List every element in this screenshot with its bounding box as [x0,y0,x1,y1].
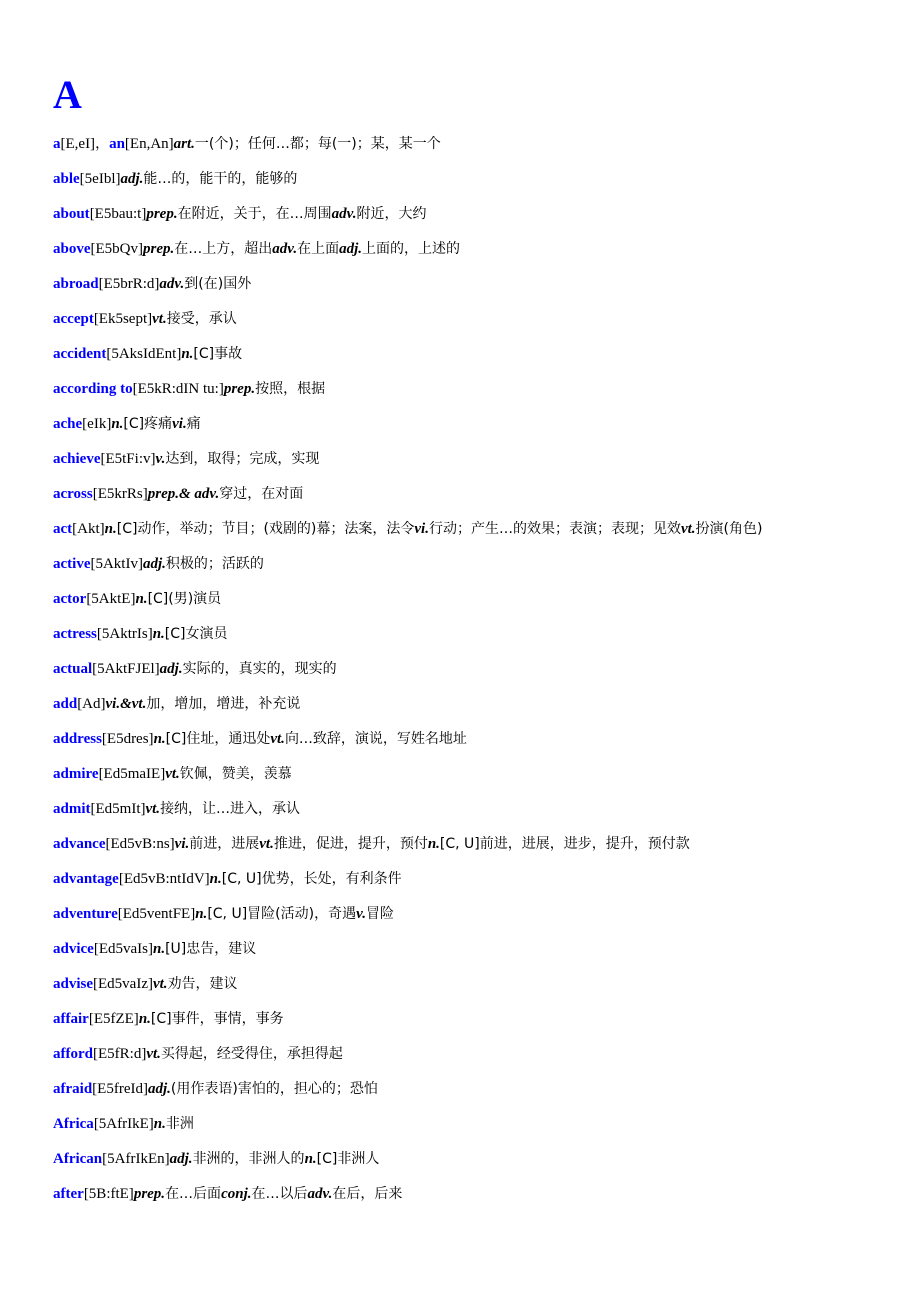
dictionary-entry [53,511,888,546]
pronunciation: [5AktIv] [90,556,143,572]
pronunciation: [Ed5vB:ntIdV] [118,871,210,887]
definition: 能…的，能干的，能够的 [143,171,298,187]
headword: add [53,696,78,712]
entry-list [53,126,888,1211]
definition: 扮演(角色) [695,521,763,537]
definition: [C]事故 [193,346,243,362]
definition: [C]女演员 [164,626,228,642]
definition: [C]动作，举动；节目；(戏剧的)幕；法案，法令 [116,521,415,537]
dictionary-entry [53,1106,888,1141]
dictionary-entry [53,1036,888,1071]
dictionary-entry [53,616,888,651]
headword: act [53,521,73,537]
part-of-speech: adj. [169,1151,193,1167]
definition: 在附近，关于，在…周围 [177,206,332,222]
pronunciation: [5AfrIkE] [93,1116,154,1132]
definition: [C]事件，事情，事务 [150,1011,284,1027]
headword: affair [53,1011,89,1027]
headword: able [53,171,80,187]
part-of-speech: adj. [142,556,166,572]
part-of-speech: n. [104,521,117,537]
definition: 在…以后 [251,1186,308,1202]
definition: 行动；产生…的效果；表演；表现；见效 [428,521,681,537]
dictionary-page [53,72,888,1211]
headword: African [53,1151,103,1167]
definition: 在…上方，超出 [174,241,273,257]
pronunciation: [Ed5mIt] [90,801,146,817]
pronunciation: [E5fR:d] [93,1046,147,1062]
part-of-speech: adv. [307,1186,333,1202]
headword: advice [53,941,94,957]
dictionary-entry [53,721,888,756]
part-of-speech: v. [356,906,366,922]
dictionary-entry [53,371,888,406]
definition: 接纳，让…进入，承认 [160,801,301,817]
pronunciation: [5AfrIkEn] [102,1151,170,1167]
definition: [C, U]冒险(活动)，奇遇 [207,906,357,922]
definition: [U]忠告，建议 [165,941,257,957]
part-of-speech: vi.&vt. [105,696,147,712]
dictionary-entry [53,1001,888,1036]
part-of-speech: vi. [172,416,187,432]
definition: 上面的，上述的 [362,241,461,257]
pronunciation: [5AktE] [86,591,136,607]
pronunciation: [Ed5vB:ns] [105,836,175,852]
headword: a [53,136,61,152]
definition: [C]疼痛 [123,416,173,432]
definition: 冒险 [365,906,394,922]
dictionary-entry [53,476,888,511]
headword: abroad [53,276,99,292]
dictionary-entry [53,441,888,476]
pronunciation: [E5brR:d] [98,276,160,292]
pronunciation: [5AktFJEl] [92,661,160,677]
part-of-speech: n. [427,836,440,852]
dictionary-entry [53,651,888,686]
part-of-speech: adv. [331,206,357,222]
definition: 附近，大约 [356,206,427,222]
dictionary-entry [53,266,888,301]
part-of-speech: n. [181,346,194,362]
pronunciation: [En,An] [124,136,174,152]
part-of-speech: prep. [146,206,178,222]
headword: admit [53,801,91,817]
pronunciation: [E5fZE] [88,1011,139,1027]
part-of-speech: vi. [414,521,429,537]
dictionary-entry [53,301,888,336]
part-of-speech: n. [153,731,166,747]
part-of-speech: vt. [259,836,274,852]
dictionary-entry [53,791,888,826]
headword: accept [53,311,94,327]
headword: admire [53,766,99,782]
definition: 在后，后来 [332,1186,403,1202]
definition: 非洲的，非洲人的 [192,1151,305,1167]
dictionary-entry [53,1176,888,1211]
part-of-speech: adj. [159,661,183,677]
definition: 前进，进展 [189,836,260,852]
definition: 推进，促进，提升，预付 [273,836,428,852]
headword: after [53,1186,84,1202]
part-of-speech: prep. [143,241,175,257]
part-of-speech: prep.& adv. [147,486,220,502]
pronunciation: [eIk] [82,416,112,432]
headword: accident [53,346,107,362]
pronunciation: [Ed5vaIz] [93,976,153,992]
definition: 买得起，经受得住，承担得起 [160,1046,343,1062]
dictionary-entry [53,161,888,196]
pronunciation: [5AktrIs] [96,626,153,642]
headword: Africa [53,1116,94,1132]
headword: according to [53,381,133,397]
part-of-speech: vt. [152,311,167,327]
pronunciation: [Ed5ventFE] [117,906,196,922]
definition: 达到，取得；完成，实现 [165,451,320,467]
headword: achieve [53,451,101,467]
headword: across [53,486,93,502]
part-of-speech: v. [155,451,166,467]
definition: (用作表语)害怕的，担心的；恐怕 [170,1081,378,1097]
part-of-speech: n. [135,591,148,607]
part-of-speech: vt. [145,801,161,817]
part-of-speech: vi. [174,836,190,852]
definition: 一(个)；任何…都；每(一)；某，某一个 [194,136,441,152]
dictionary-entry [53,1141,888,1176]
part-of-speech: vt. [146,1046,161,1062]
dictionary-entry [53,1071,888,1106]
part-of-speech: n. [152,941,166,957]
part-of-speech: n. [153,1116,166,1132]
headword: about [53,206,90,222]
part-of-speech: adv. [272,241,298,257]
dictionary-entry [53,581,888,616]
definition: [C]非洲人 [316,1151,380,1167]
part-of-speech: vt. [680,521,696,537]
definition: 实际的，真实的，现实的 [182,661,337,677]
headword: advantage [53,871,119,887]
part-of-speech: prep. [223,381,256,397]
dictionary-entry [53,196,888,231]
part-of-speech: n. [138,1011,151,1027]
pronunciation: [E5bau:t] [89,206,147,222]
definition: 痛 [186,416,201,432]
part-of-speech: conj. [221,1186,252,1202]
definition: 到(在)国外 [184,276,252,292]
headword: actual [53,661,93,677]
definition: 积极的；活跃的 [165,556,264,572]
definition: 按照，根据 [255,381,326,397]
part-of-speech: adj. [120,171,144,187]
part-of-speech: adj. [147,1081,171,1097]
definition: 接受，承认 [166,311,237,327]
definition: [C, U]优势，长处，有利条件 [221,871,402,887]
part-of-speech: n. [195,906,208,922]
dictionary-entry [53,826,888,861]
pronunciation: [Ek5sept] [93,311,153,327]
definition: 穿过，在对面 [219,486,304,502]
dictionary-entry [53,231,888,266]
definition: 钦佩，赞美，羡慕 [179,766,292,782]
headword: afraid [53,1081,93,1097]
pronunciation: [Akt] [72,521,105,537]
definition: 在…后面 [165,1186,222,1202]
definition: 向…致辞，演说，写姓名地址 [284,731,467,747]
part-of-speech: n. [111,416,124,432]
part-of-speech: n. [304,1151,317,1167]
headword: above [53,241,91,257]
part-of-speech: art. [173,136,195,152]
pronunciation: [5eIbl] [79,171,121,187]
pronunciation: [E5tFi:v] [100,451,156,467]
headword: afford [53,1046,93,1062]
headword: actor [53,591,87,607]
pronunciation: [E5kR:dIN tu:] [132,381,224,397]
dictionary-entry [53,406,888,441]
dictionary-entry [53,966,888,1001]
section-letter: A [53,72,82,117]
definition: 在上面 [297,241,340,257]
pronunciation: [5B:ftE] [83,1186,134,1202]
part-of-speech: adj. [339,241,363,257]
definition: ， [95,136,110,152]
part-of-speech: vt. [270,731,285,747]
definition: [C]住址，通迅处 [165,731,271,747]
pronunciation: [Ed5maIE] [98,766,166,782]
pronunciation: [E5krRs] [92,486,148,502]
definition: 非洲 [165,1116,194,1132]
part-of-speech: vt. [165,766,180,782]
part-of-speech: n. [152,626,165,642]
pronunciation: [Ed5vaIs] [93,941,153,957]
dictionary-entry [53,546,888,581]
dictionary-entry [53,686,888,721]
dictionary-entry [53,931,888,966]
definition: 劝告，建议 [167,976,238,992]
definition: 加，增加，增进，补充说 [146,696,301,712]
dictionary-entry [53,861,888,896]
headword: actress [53,626,97,642]
pronunciation: [Ad] [77,696,106,712]
pronunciation: [E5bQv] [90,241,143,257]
pronunciation: [E,eI] [60,136,96,152]
dictionary-entry [53,896,888,931]
part-of-speech: prep. [133,1186,166,1202]
headword: advance [53,836,106,852]
dictionary-entry [53,126,888,161]
headword: adventure [53,906,118,922]
definition: [C, U]前进，进展，进步，提升，预付款 [439,836,690,852]
dictionary-entry [53,336,888,371]
part-of-speech: n. [209,871,222,887]
headword: advise [53,976,94,992]
definition: [C](男)演员 [147,591,222,607]
dictionary-entry [53,756,888,791]
pronunciation: [E5dres] [101,731,154,747]
headword: address [53,731,102,747]
pronunciation: [5AksIdEnt] [106,346,182,362]
part-of-speech: adv. [159,276,185,292]
part-of-speech: vt. [152,976,168,992]
pronunciation: [E5freId] [92,1081,148,1097]
headword: ache [53,416,83,432]
headword: an [109,136,125,152]
headword: active [53,556,91,572]
